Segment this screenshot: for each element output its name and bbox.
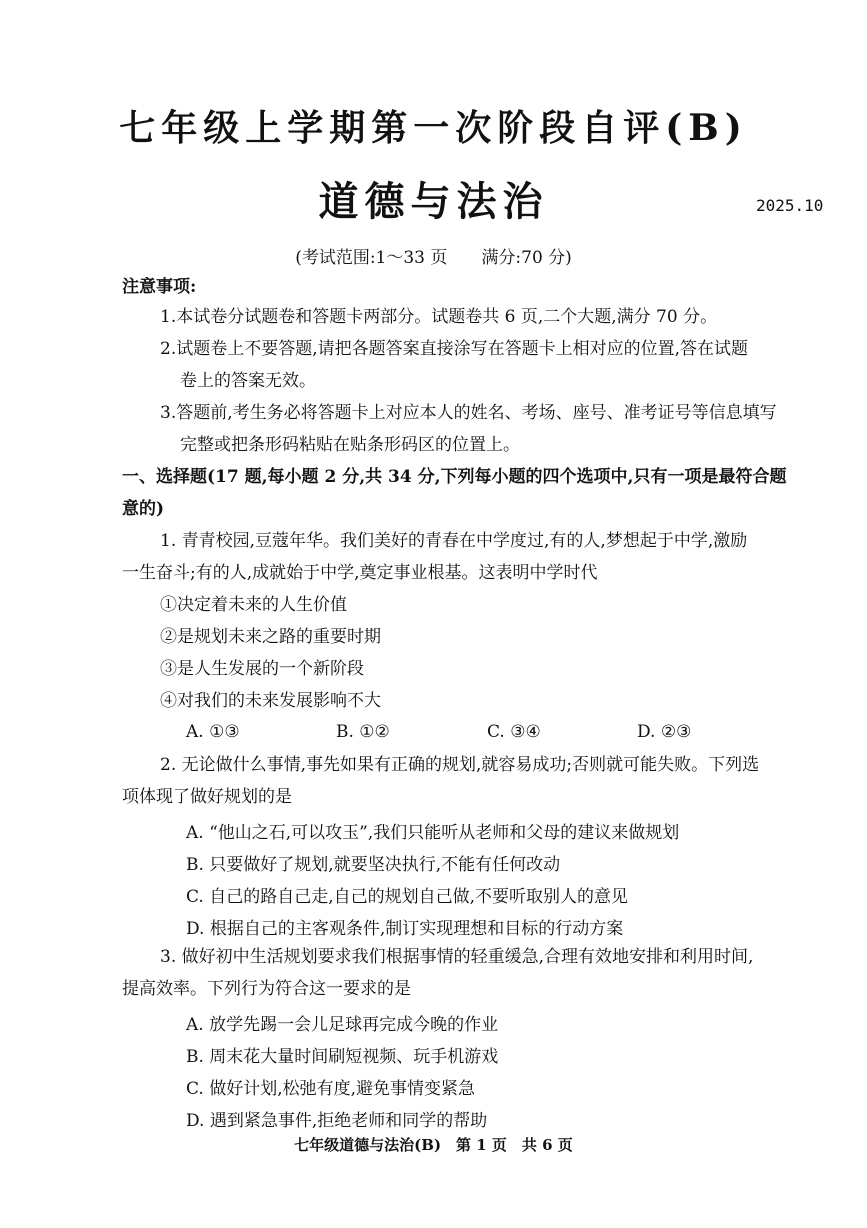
q1-statement: ①决定着未来的人生价值 — [160, 595, 347, 615]
note-item: 卷上的答案无效。 — [180, 371, 316, 391]
page-footer: 七年级道德与法治(B) 第 1 页 共 6 页 — [294, 1136, 573, 1154]
exam-title: 七年级上学期第一次阶段自评(B) — [119, 107, 748, 149]
q3-option-d: D. 遇到紧急事件,拒绝老师和同学的帮助 — [186, 1111, 488, 1131]
note-item: 2.试题卷上不要答题,请把各题答案直接涂写在答题卡上相对应的位置,答在试题 — [160, 339, 749, 359]
note-item: 3.答题前,考生务必将答题卡上对应本人的姓名、考场、座号、准考证号等信息填写 — [160, 403, 777, 423]
section-heading: 一、选择题(17 题,每小题 2 分,共 34 分,下列每小题的四个选项中,只有一项是最符合题 — [122, 467, 787, 487]
q1-option-b: B. ①② — [336, 722, 390, 742]
q1-statement: ③是人生发展的一个新阶段 — [160, 659, 364, 679]
q2-option-b: B. 只要做好了规划,就要坚决执行,不能有任何改动 — [186, 855, 561, 875]
question-2-stem-cont: 项体现了做好规划的是 — [122, 787, 292, 807]
q2-option-a: A. “他山之石,可以攻玉”,我们只能听从老师和父母的建议来做规划 — [186, 823, 680, 843]
q3-option-c: C. 做好计划,松弛有度,避免事情变紧急 — [186, 1079, 476, 1099]
q3-option-b: B. 周末花大量时间刷短视频、玩手机游戏 — [186, 1047, 499, 1067]
q2-option-c: C. 自己的路自己走,自己的规划自己做,不要听取别人的意见 — [186, 887, 629, 907]
question-3-stem: 3. 做好初中生活规划要求我们根据事情的轻重缓急,合理有效地安排和利用时间, — [160, 947, 754, 967]
exam-scope: (考试范围:1～33 页 满分:70 分) — [295, 248, 572, 268]
q3-option-a: A. 放学先踢一会儿足球再完成今晚的作业 — [186, 1015, 499, 1035]
section-heading-cont: 意的) — [122, 499, 165, 519]
q1-option-a: A. ①③ — [186, 722, 240, 742]
q1-statement: ②是规划未来之路的重要时期 — [160, 627, 381, 647]
question-3-stem-cont: 提高效率。下列行为符合这一要求的是 — [122, 979, 411, 999]
question-1-stem: 1. 青青校园,豆蔻年华。我们美好的青春在中学度过,有的人,梦想起于中学,激励 — [160, 531, 748, 551]
q1-option-d: D. ②③ — [637, 722, 692, 742]
q1-statement: ④对我们的未来发展影响不大 — [160, 691, 381, 711]
q1-option-c: C. ③④ — [487, 722, 541, 742]
note-item: 完整或把条形码粘贴在贴条形码区的位置上。 — [180, 435, 520, 455]
subject-title: 道德与法治 — [318, 178, 549, 225]
note-item: 1.本试卷分试题卷和答题卡两部分。试题卷共 6 页,二个大题,满分 70 分。 — [160, 307, 718, 327]
question-1-stem-cont: 一生奋斗;有的人,成就始于中学,奠定事业根基。这表明中学时代 — [122, 563, 598, 583]
exam-date: 2025.10 — [756, 196, 824, 215]
q2-option-d: D. 根据自己的主客观条件,制订实现理想和目标的行动方案 — [186, 919, 624, 939]
question-2-stem: 2. 无论做什么事情,事先如果有正确的规划,就容易成功;否则就可能失败。下列选 — [160, 755, 760, 775]
notes-heading: 注意事项: — [122, 277, 197, 297]
